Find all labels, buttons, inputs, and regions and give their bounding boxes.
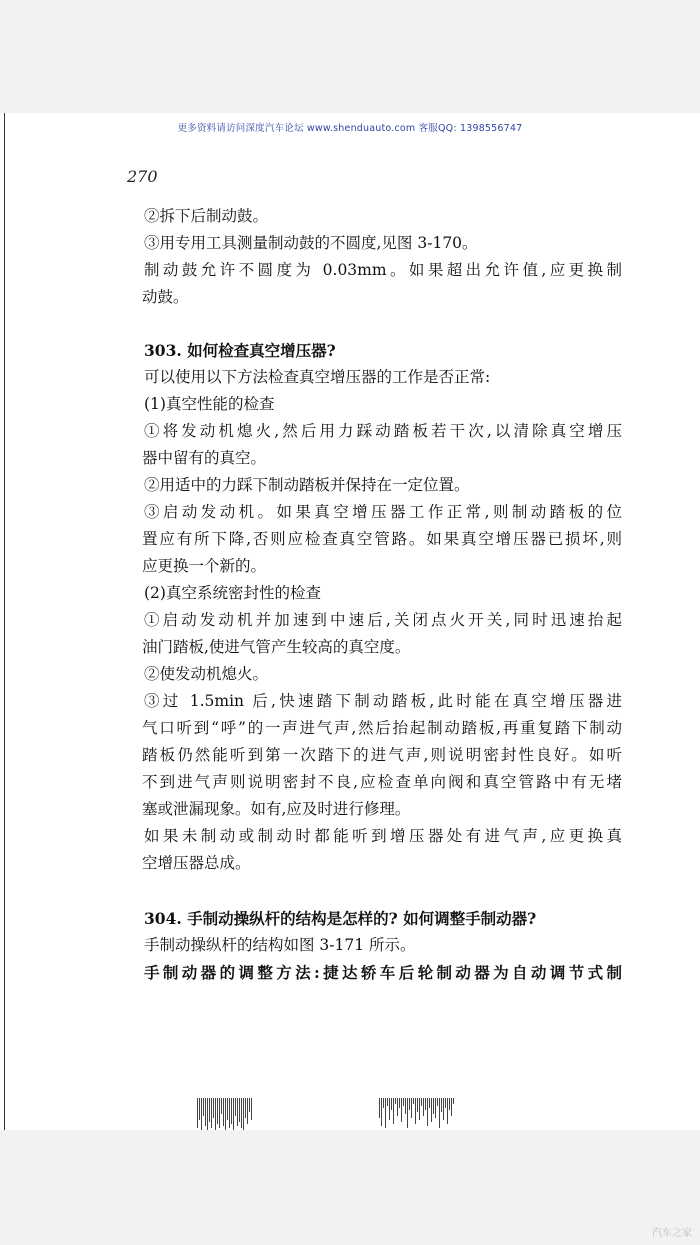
header-site-link[interactable]: 更多资料请访问深度汽车论坛 www.shenduauto.com 客服QQ: 1398556747 [177, 123, 523, 134]
text-line: 置应有所下降,否则应检查真空管路。如果真空增压器已损坏,则 [142, 530, 622, 548]
section-heading-303: 303. 如何检查真空增压器? [144, 341, 336, 360]
text-line: ②用适中的力踩下制动踏板并保持在一定位置。 [144, 476, 470, 494]
text-line: 油门踏板,使进气管产生较高的真空度。 [142, 638, 411, 656]
text-line: 可以使用以下方法检查真空增压器的工作是否正常: [144, 368, 491, 386]
subheading: (2)真空系统密封性的检查 [144, 584, 321, 602]
text-line: 器中留有的真空。 [142, 449, 267, 467]
text-line: ②使发动机熄火。 [144, 665, 269, 683]
text-line: 气口听到“呼”的一声进气声,然后抬起制动踏板,再重复踏下制动 [142, 719, 622, 737]
page-number: 270 [127, 167, 158, 186]
text-line: ①将发动机熄火,然后用力踩动踏板若干次,以清除真空增压 [144, 422, 622, 440]
figure-fragment-left [197, 1098, 253, 1130]
text-line: 制动鼓允许不圆度为 0.03mm。如果超出允许值,应更换制 [144, 261, 622, 279]
text-line: ②拆下后制动鼓。 [144, 207, 269, 225]
text-line: 手制动操纵杆的结构如图 3-171 所示。 [144, 936, 416, 954]
page-body [144, 203, 622, 986]
section-heading-304: 304. 手制动操纵杆的结构是怎样的? 如何调整手制动器? [144, 909, 537, 928]
text-line: ③过 1.5min 后,快速踏下制动踏板,此时能在真空增压器进 [144, 692, 622, 710]
text-line: 手制动器的调整方法:捷达轿车后轮制动器为自动调节式制 [144, 963, 622, 982]
text-line: ③用专用工具测量制动鼓的不圆度,见图 3-170。 [144, 234, 478, 252]
text-line: 塞或泄漏现象。如有,应及时进行修理。 [142, 800, 411, 818]
figure-fragment-right [379, 1098, 455, 1130]
text-line: 如果未制动或制动时都能听到增压器处有进气声,应更换真 [144, 827, 622, 845]
text-line: 不到进气声则说明密封不良,应检查单向阀和真空管路中有无堵 [142, 773, 622, 791]
text-line: 空增压器总成。 [142, 854, 251, 872]
subheading: (1)真空性能的检查 [144, 395, 275, 413]
text-line: 踏板仍然能听到第一次踏下的进气声,则说明密封性良好。如听 [142, 746, 622, 764]
text-line: ③启动发动机。如果真空增压器工作正常,则制动踏板的位 [144, 503, 622, 521]
text-line: ①启动发动机并加速到中速后,关闭点火开关,同时迅速抬起 [144, 611, 622, 629]
watermark: 汽车之家 [652, 1228, 692, 1239]
text-line: 应更换一个新的。 [142, 557, 267, 575]
text-line: 动鼓。 [142, 288, 189, 306]
page-left-edge [4, 113, 5, 1130]
scanned-page [0, 113, 700, 1130]
